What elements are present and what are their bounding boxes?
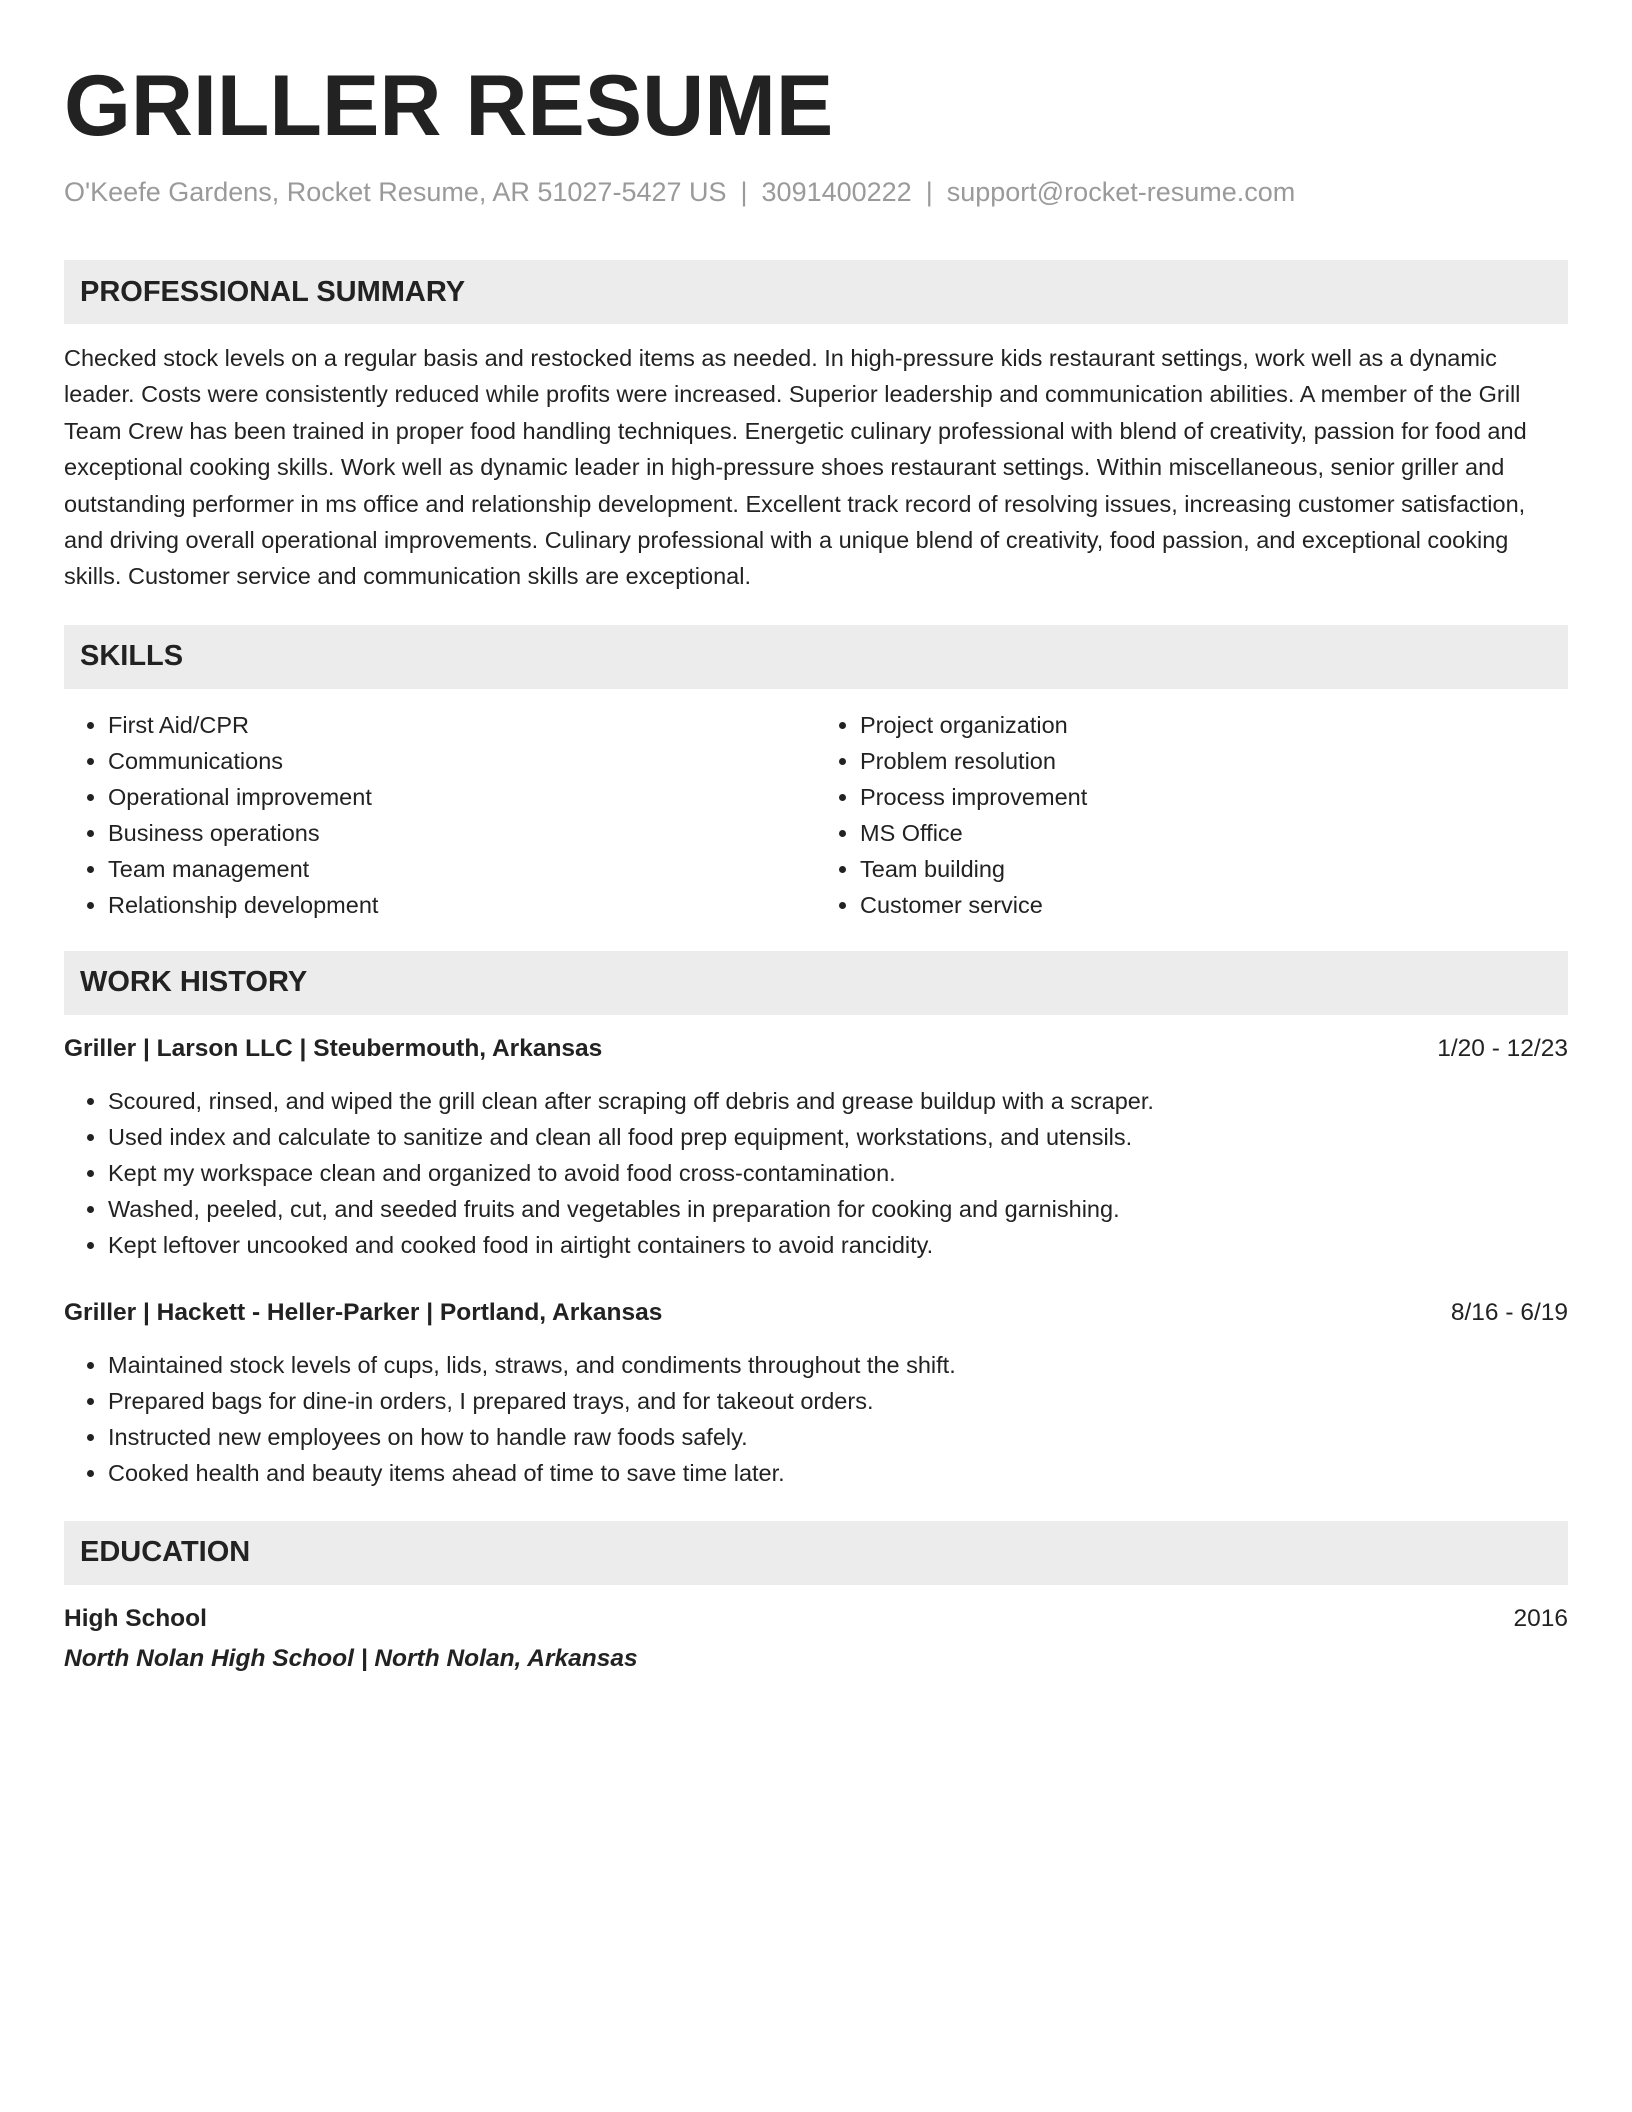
contact-line bbox=[64, 174, 1568, 210]
skill-item: • Operational improvement bbox=[108, 779, 816, 815]
contact-email: support@rocket-resume.com bbox=[946, 177, 1296, 207]
job-header bbox=[64, 1031, 1568, 1067]
contact-phone: 3091400222 bbox=[761, 177, 912, 207]
job-bullet: • Kept my workspace clean and organized to avoid food cross-contamination. bbox=[108, 1155, 1568, 1191]
job-bullet: • Used index and calculate to sanitize and clean all food prep equipment, workstations, and utensils. bbox=[108, 1119, 1568, 1155]
contact-separator: | bbox=[740, 177, 748, 207]
job-bullet: • Kept leftover uncooked and cooked food in airtight containers to avoid rancidity. bbox=[108, 1227, 1568, 1263]
skill-item: • Team building bbox=[860, 851, 1568, 887]
section-heading-summary: PROFESSIONAL SUMMARY bbox=[64, 260, 1568, 324]
job-bullet: • Maintained stock levels of cups, lids, straws, and condiments throughout the shift. bbox=[108, 1347, 1568, 1383]
job-entry bbox=[64, 1031, 1568, 1263]
education-degree: High School bbox=[64, 1604, 207, 1632]
skills-list bbox=[64, 707, 1568, 923]
skill-item: • Problem resolution bbox=[860, 743, 1568, 779]
education-school: North Nolan High School | North Nolan, Arkansas bbox=[64, 1644, 638, 1672]
job-header bbox=[64, 1295, 1568, 1331]
section-heading-education: EDUCATION bbox=[64, 1521, 1568, 1585]
skill-item: • Business operations bbox=[108, 815, 816, 851]
skill-item: • Customer service bbox=[860, 887, 1568, 923]
job-title: Griller | Hackett - Heller-Parker | Portland, Arkansas bbox=[64, 1298, 663, 1326]
job-bullet: • Instructed new employees on how to handle raw foods safely. bbox=[108, 1419, 1568, 1455]
education-header bbox=[64, 1601, 1568, 1637]
education-year: 2016 bbox=[1513, 1604, 1568, 1632]
skill-item: • Team management bbox=[108, 851, 816, 887]
summary-text: Checked stock levels on a regular basis and restocked items as needed. In high-pressure kids restaurant settings, work well as a dynamic leader. Costs were consistently reduced while profits were increased. Superior leadership and communication abilities. A member of the Grill Team Crew has been trained in proper food handling techniques. Energetic culinary professional with blend of creativity, passion for food and exceptional cooking skills. Work well as dynamic leader in high-pressure shoes restaurant settings. Within miscellaneous, senior griller and outstanding performer in ms office and relationship development. Excellent track record of resolving issues, increasing customer satisfaction, and driving overall operational improvements. Culinary professional with a unique blend of creativity, food passion, and exceptional cooking skills. Customer service and communication skills are exceptional. bbox=[64, 345, 1527, 590]
job-title: Griller | Larson LLC | Steubermouth, Arkansas bbox=[64, 1034, 603, 1062]
section-heading-skills: SKILLS bbox=[64, 625, 1568, 689]
job-bullet: • Prepared bags for dine-in orders, I prepared trays, and for takeout orders. bbox=[108, 1383, 1568, 1419]
job-bullet: • Cooked health and beauty items ahead of time to save time later. bbox=[108, 1455, 1568, 1491]
job-bullet: • Scoured, rinsed, and wiped the grill clean after scraping off debris and grease buildup with a scraper. bbox=[108, 1083, 1568, 1119]
job-bullet: • Washed, peeled, cut, and seeded fruits and vegetables in preparation for cooking and garnishing. bbox=[108, 1191, 1568, 1227]
skills-column-left bbox=[64, 707, 816, 923]
skill-item: • Project organization bbox=[860, 707, 1568, 743]
job-bullets bbox=[64, 1083, 1568, 1263]
skill-item: • First Aid/CPR bbox=[108, 707, 816, 743]
section-heading-work-history: WORK HISTORY bbox=[64, 951, 1568, 1015]
skill-item: • Communications bbox=[108, 743, 816, 779]
skill-item: • Relationship development bbox=[108, 887, 816, 923]
resume-title: GRILLER RESUME bbox=[64, 58, 834, 154]
contact-address: O'Keefe Gardens, Rocket Resume, AR 51027-5427 US bbox=[64, 177, 727, 207]
job-dates: 8/16 - 6/19 bbox=[1450, 1298, 1568, 1326]
skill-item: • MS Office bbox=[860, 815, 1568, 851]
job-entry bbox=[64, 1295, 1568, 1491]
job-dates: 1/20 - 12/23 bbox=[1437, 1034, 1568, 1062]
job-bullets bbox=[64, 1347, 1568, 1491]
contact-separator: | bbox=[925, 177, 933, 207]
skills-column-right bbox=[816, 707, 1568, 923]
skill-item: • Process improvement bbox=[860, 779, 1568, 815]
